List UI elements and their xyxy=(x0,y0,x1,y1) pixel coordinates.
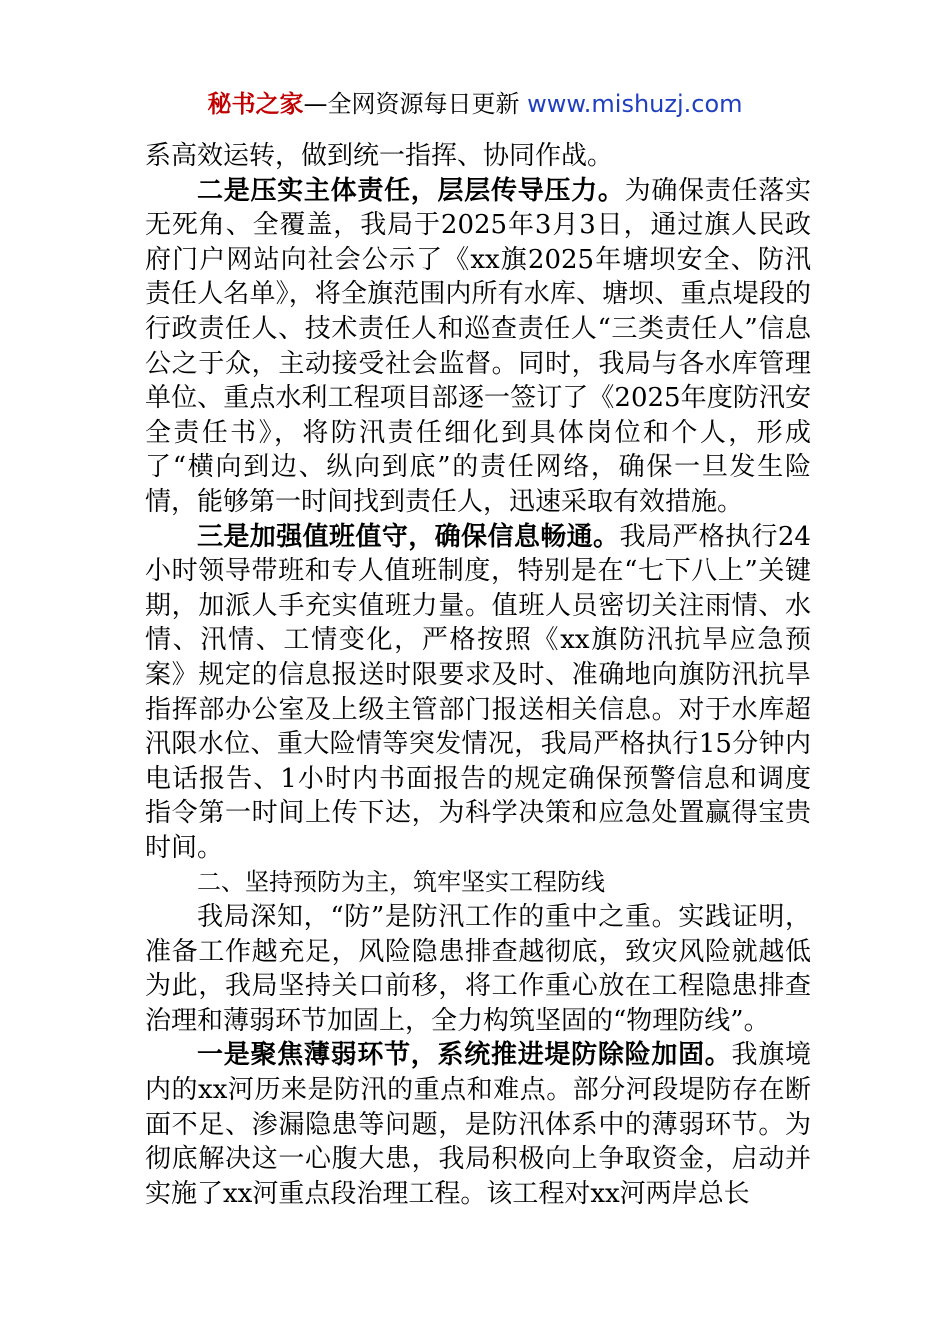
paragraph-text: 为确保责任落实无死角、全覆盖，我局于2025年3月3日，通过旗人民政府门户网站向社会公示了《xx旗2025年塘坝安全、防汛责任人名单》，将全旗范围内所有水库、塘坝、重点堤段的行政责任人、技术责任人和巡查责任人“三类责任人”信息公之于众，主动接受社会监督。同时，我局与各水库管理单位、重点水利工程项目部逐一签订了《2025年度防汛安全责任书》，将防汛责任细化到具体岗位和个人，形成了“横向到边、纵向到底”的责任网络，确保一旦发生险情，能够第一时间找到责任人，迅速采取有效措施。 xyxy=(145,175,811,517)
paragraph-lead: 一是聚焦薄弱环节，系统推进堤防除险加固。 xyxy=(197,1040,732,1071)
paragraph-text: 我旗境内的xx河历来是防汛的重点和难点。部分河段堤防存在断面不足、渗漏隐患等问题，是防汛体系中的薄弱环节。为彻底解决这一心腹大患，我局积极向上争取资金，启动并实施了xx河重点段治理工程。该工程对xx河两岸总长 xyxy=(145,1040,811,1209)
paragraph-lead: 二是压实主体责任，层层传导压力。 xyxy=(197,175,625,206)
document-body xyxy=(145,139,811,1211)
paragraph-lead: 三是加强值班值守，确保信息畅通。 xyxy=(197,521,620,552)
brand-name: 秘书之家 xyxy=(207,90,304,118)
site-url-link[interactable]: www.mishuzj.com xyxy=(527,90,743,118)
paragraph-duty xyxy=(145,520,811,866)
page-header xyxy=(0,86,950,122)
paragraph-responsibility xyxy=(145,174,811,520)
paragraph-continuation: 系高效运转，做到统一指挥、协同作战。 xyxy=(145,141,614,171)
paragraph-text: 我局严格执行24小时领导带班和专人值班制度，特别是在“七下八上”关键期，加派人手充实值班力量。值班人员密切关注雨情、水情、汛情、工情变化，严格按照《xx旗防汛抗旱应急预案》规定的信息报送时限要求及时、准确地向旗防汛抗旱指挥部办公室及上级主管部门报送相关信息。对于水库超汛限水位、重大险情等突发情况，我局严格执行15分钟内电话报告、1小时内书面报告的规定确保预警信息和调度指令第一时间上传下达，为科学决策和应急处置赢得宝贵时间。 xyxy=(145,521,811,863)
header-tagline: —全网资源每日更新 xyxy=(303,90,528,118)
paragraph-prevention: 我局深知，“防”是防汛工作的重中之重。实践证明，准备工作越充足，风险隐患排查越彻底，致灾风险就越低为此，我局坚持关口前移，将工作重心放在工程隐患排查治理和薄弱环节加固上，全力构筑坚固的“物理防线”。 xyxy=(145,902,811,1036)
paragraph-weak-links xyxy=(145,1038,811,1211)
section-heading: 二、坚持预防为主，筑牢坚实工程防线 xyxy=(197,868,605,897)
